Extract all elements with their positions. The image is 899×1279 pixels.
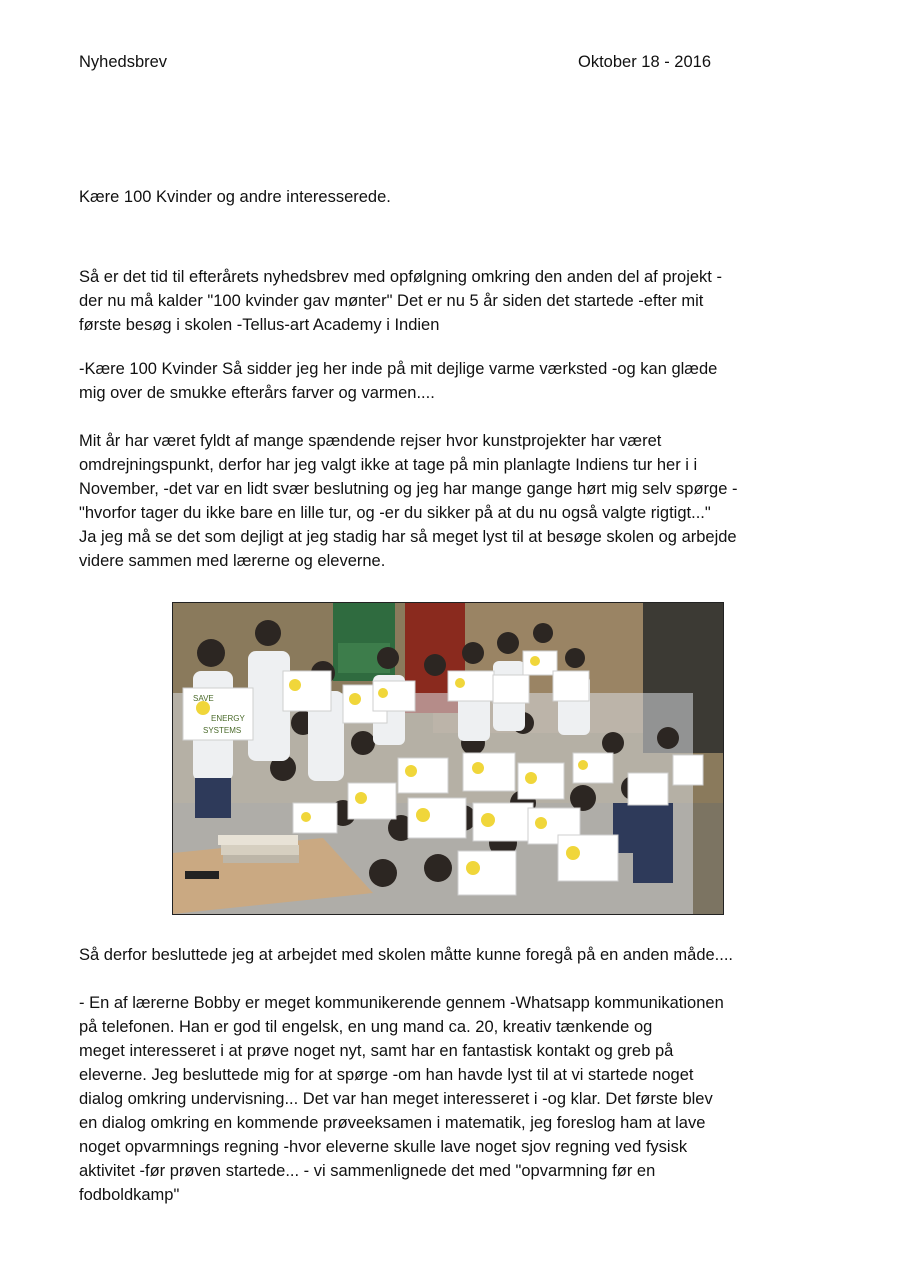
paragraph-bobby — [79, 991, 839, 1207]
paragraph-intro — [79, 265, 839, 337]
text-line: Så er det tid til efterårets nyhedsbrev med opfølgning omkring den anden del af projekt - — [79, 268, 722, 286]
text-line: eleverne. Jeg besluttede mig for at spørge -om han havde lyst til at vi startede noget — [79, 1066, 694, 1084]
sign-text: SAVE — [193, 694, 214, 703]
school-children-photo — [172, 602, 724, 915]
text-line: Så derfor besluttede jeg at arbejdet med skolen måtte kunne foregå på en anden måde.... — [79, 946, 734, 964]
text-line: fodboldkamp" — [79, 1186, 180, 1204]
sign-text: SYSTEMS — [203, 726, 242, 735]
text-line: Mit år har været fyldt af mange spændende rejser hvor kunstprojekter har været — [79, 432, 662, 450]
text-line: omdrejningspunkt, derfor har jeg valgt ikke at tage på min planlagte Indiens tur her i i — [79, 456, 698, 474]
text-line: mig over de smukke efterårs farver og varmen.... — [79, 384, 435, 402]
text-line: meget interesseret i at prøve noget nyt, samt har en fantastisk kontakt og greb på — [79, 1042, 674, 1060]
text-line: videre sammen med lærerne og eleverne. — [79, 552, 386, 570]
text-line: dialog omkring undervisning... Det var han meget interesseret i -og klar. Det første blev — [79, 1090, 713, 1108]
newsletter-label: Nyhedsbrev — [79, 53, 168, 71]
text-line: en dialog omkring en kommende prøveeksamen i matematik, jeg foreslog ham at lave — [79, 1114, 706, 1132]
text-line: "hvorfor tager du ikke bare en lille tur, og -er du sikker på at du nu også valgte rigtigt..." — [79, 504, 711, 522]
text-line: - En af lærerne Bobby er meget kommunikerende gennem -Whatsapp kommunikationen — [79, 994, 724, 1012]
text-line: November, -det var en lidt svær beslutning og jeg har mange gange hørt mig selv spørge - — [79, 480, 738, 498]
greeting: Kære 100 Kvinder og andre interesserede. — [79, 188, 391, 206]
text-line: Ja jeg må se det som dejligt at jeg stadig har så meget lyst til at besøge skolen og arbejde — [79, 528, 737, 546]
paragraph-workshop — [79, 357, 839, 405]
text-line: -Kære 100 Kvinder Så sidder jeg her inde på mit dejlige varme værksted -og kan glæde — [79, 360, 718, 378]
text-line: noget opvarmnings regning -hvor eleverne skulle lave noget sjov regning ved fysisk — [79, 1138, 688, 1156]
paragraph-travels — [79, 429, 839, 573]
paragraph-decision — [79, 943, 839, 967]
text-line: der nu må kalder "100 kvinder gav mønter" Det er nu 5 år siden det startede -efter mit — [79, 292, 704, 310]
text-line: aktivitet -før prøven startede... - vi sammenlignede det med "opvarmning før en — [79, 1162, 656, 1180]
sign-text: ENERGY — [211, 714, 245, 723]
text-line: på telefonen. Han er god til engelsk, en ung mand ca. 20, kreativ tænkende og — [79, 1018, 653, 1036]
date-label: Oktober 18 - 2016 — [578, 53, 711, 71]
text-line: første besøg i skolen -Tellus-art Academy i Indien — [79, 316, 440, 334]
